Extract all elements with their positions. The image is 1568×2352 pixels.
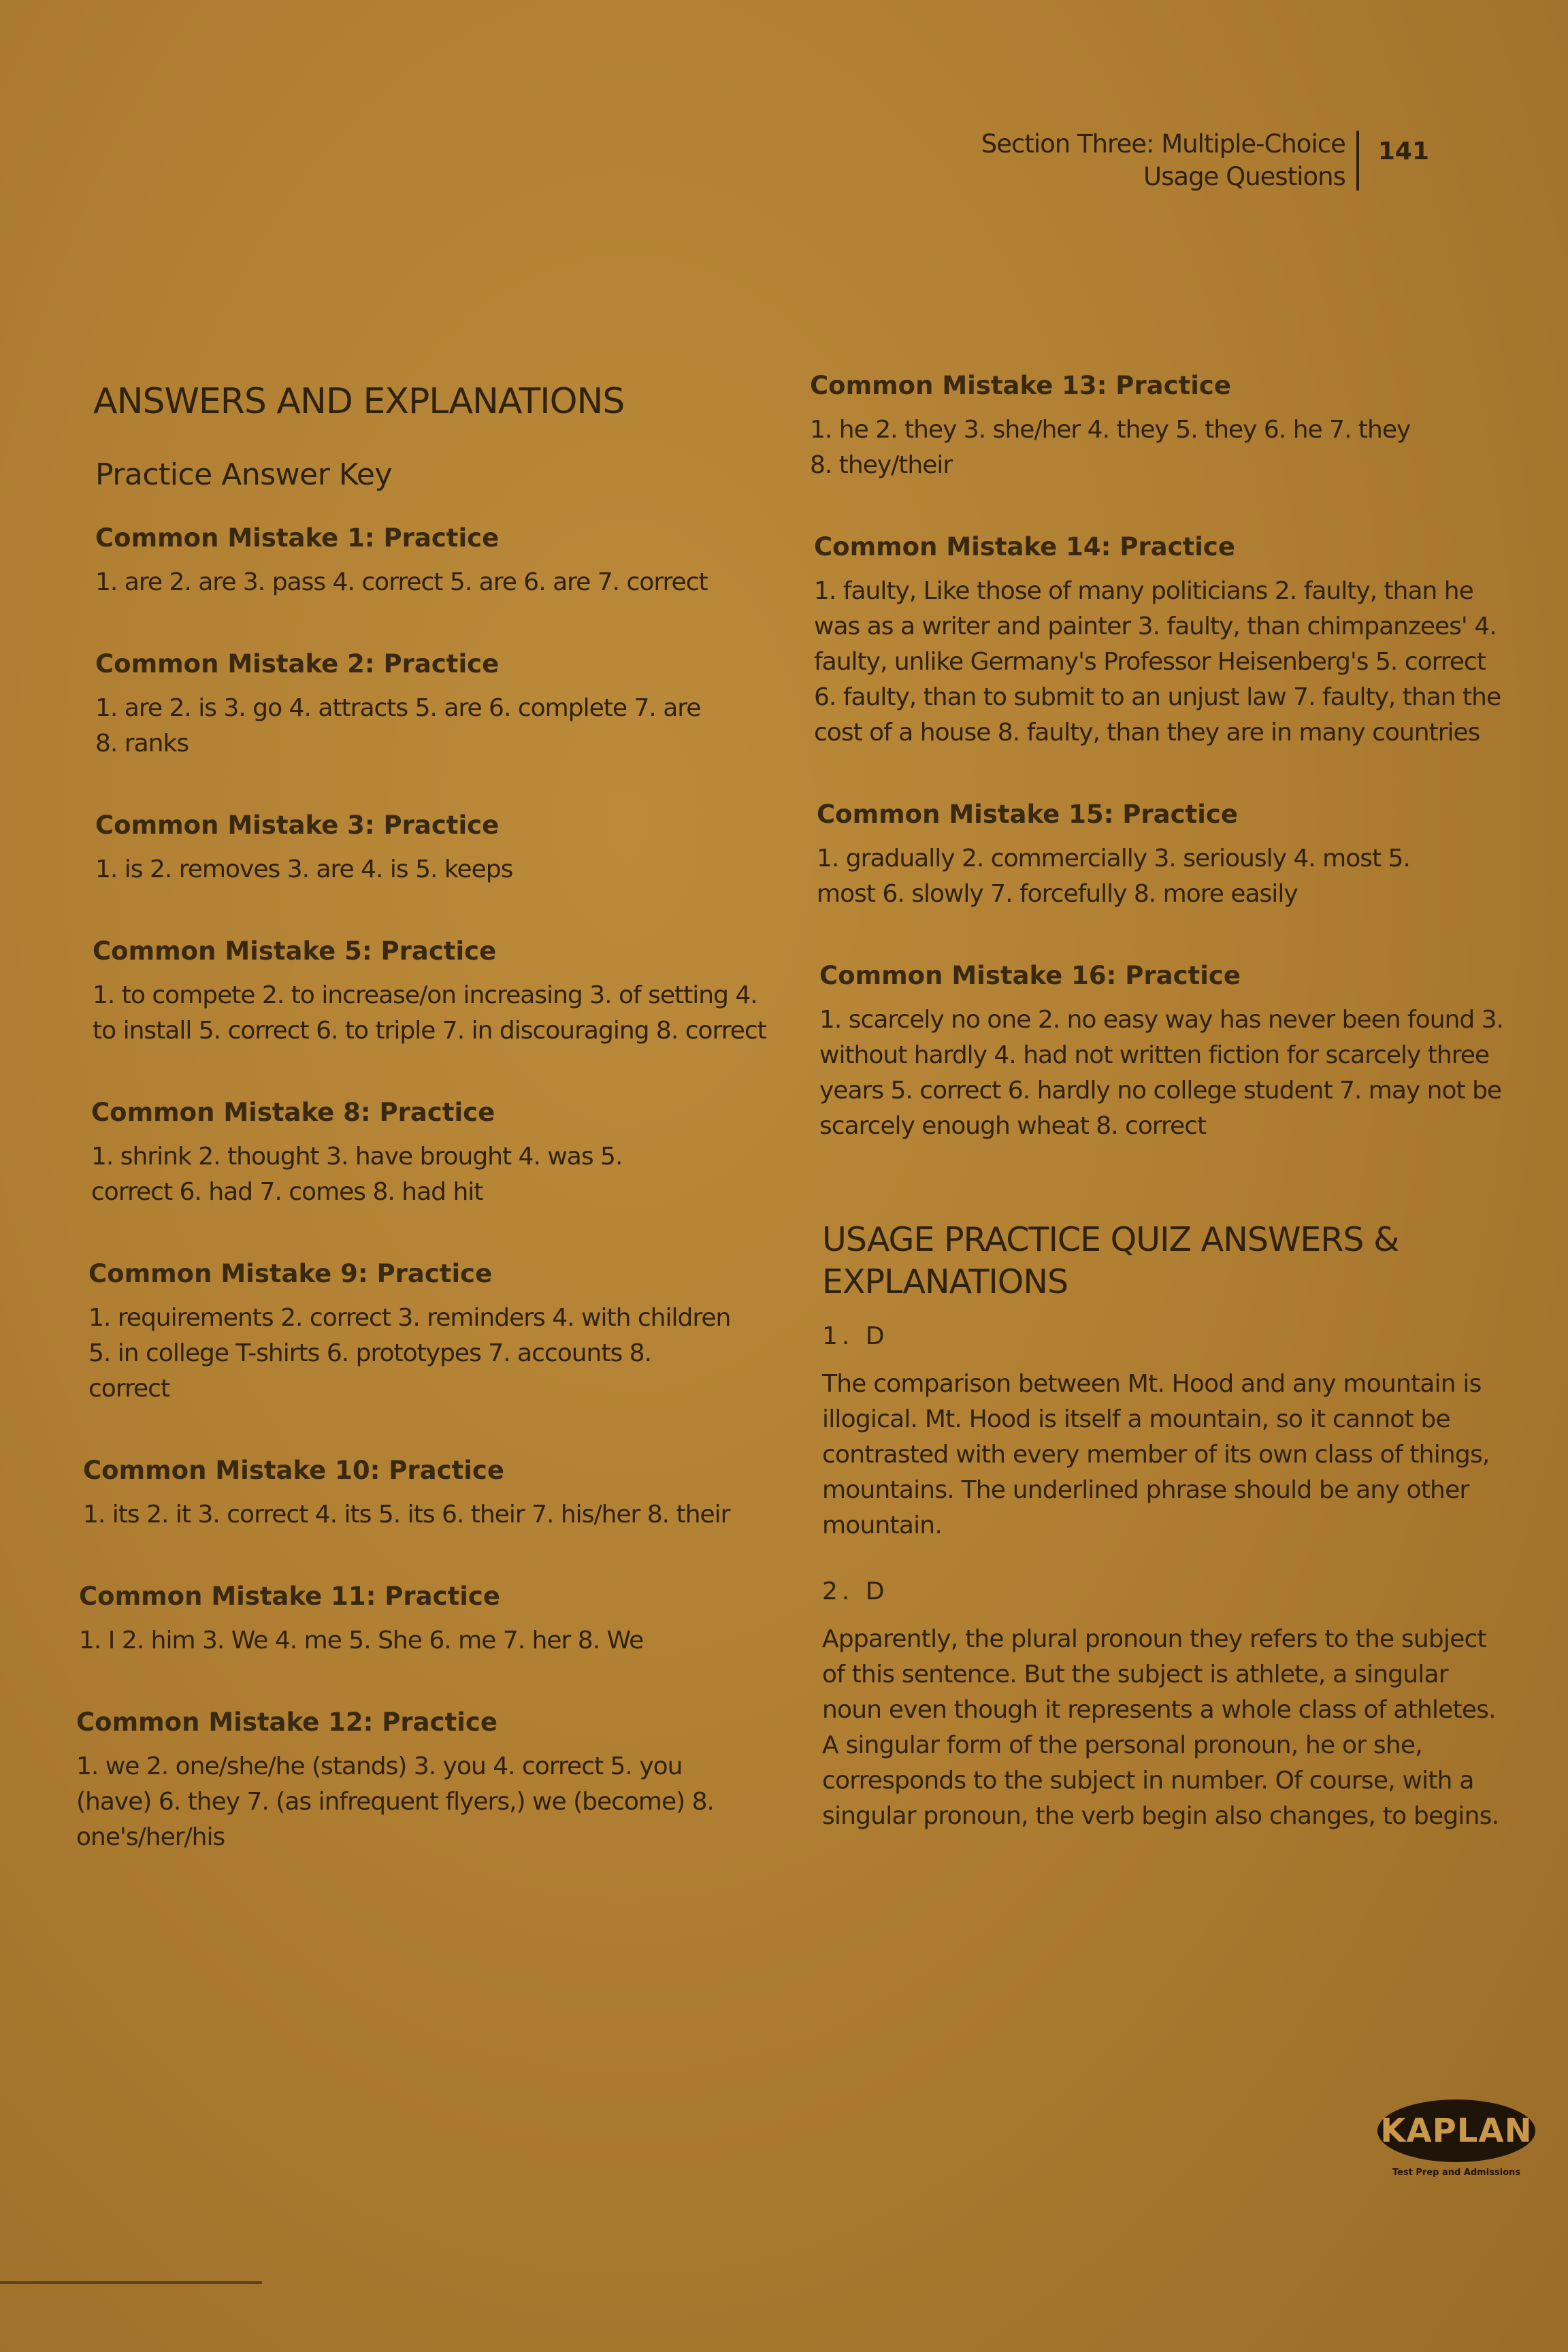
answer-section (95, 523, 757, 600)
bottom-rule (0, 2281, 262, 2284)
kaplan-logo-mark: KAPLAN (1377, 2100, 1535, 2162)
section-answers: 1. is 2. removes 3. are 4. is 5. keeps (95, 855, 513, 883)
section-answers: 1. are 2. is 3. go 4. attracts 5. are 6. complete 7. are 8. ranks (95, 694, 701, 757)
section-title: Common Mistake 13: Practice (810, 371, 1231, 400)
quiz-explanation: Apparently, the plural pronoun they refers to the subject of this sentence. But the subject is athlete, a singular noun even though it represents a whole class of athletes. A singular form of the personal pronoun, he or she, corresponds to the subject in number. Of course, with a singular pronoun, the verb begin also changes, to begins. (822, 1625, 1499, 1830)
section-title: Common Mistake 5: Practice (93, 936, 497, 966)
quiz-answer: D (865, 1322, 889, 1350)
page-title: ANSWERS AND EXPLANATIONS (93, 381, 625, 422)
answer-section (83, 1456, 764, 1533)
section-title: Common Mistake 3: Practice (95, 811, 500, 840)
kaplan-tagline: Test Prep and Admissions (1392, 2168, 1521, 2178)
answer-section (817, 800, 1524, 912)
section-answers: 1. its 2. it 3. correct 4. its 5. its 6. their 7. his/her 8. their (83, 1501, 730, 1529)
quiz-answer-1 (822, 1322, 1524, 1544)
kaplan-logo (1377, 2100, 1535, 2178)
answer-section (76, 1708, 723, 1855)
quiz-answer-label (822, 1578, 1524, 1605)
quiz-explanation: The comparison between Mt. Hood and any mountain is illogical. Mt. Hood is itself a mountain, so it cannot be contrasted with every member of its own class of things, mountains. The underlined phrase should be any other mountain. (822, 1370, 1490, 1539)
section-title: Common Mistake 9: Practice (88, 1259, 493, 1288)
section-answers: 1. shrink 2. thought 3. have brought 4. was 5. correct 6. had 7. comes 8. had hit (91, 1143, 623, 1206)
section-answers: 1. requirements 2. correct 3. reminders 4. with children 5. in college T-shirts 6. prototypes 7. accounts 8. correct (88, 1304, 731, 1403)
answer-section (93, 936, 773, 1049)
quiz-title: USAGE PRACTICE QUIZ ANSWERS & EXPLANATIONS (822, 1220, 1399, 1301)
section-title: Common Mistake 12: Practice (76, 1708, 497, 1737)
header-divider (1356, 131, 1359, 191)
answer-section (95, 649, 728, 762)
right-column (810, 371, 1524, 1868)
section-heading (981, 128, 1345, 193)
section-answers: 1. faulty, Like those of many politicians 2. faulty, than he was as a writer and painter 3. faulty, than chimpanzees' 4. faulty, unlike Germany's Professor Heisenberg's 5. correct 6. faulty, than to submit to an unjust law 7. faulty, than the cost of a house 8. faulty, than they are in many countries (814, 577, 1501, 747)
section-answers: 1. are 2. are 3. pass 4. correct 5. are 6. are 7. correct (95, 568, 708, 596)
quiz-number: 1. (822, 1322, 854, 1350)
section-line-2: Usage Questions (1143, 162, 1345, 191)
quiz-number: 2. (822, 1578, 854, 1605)
answer-section (79, 1582, 757, 1659)
section-title: Common Mistake 10: Practice (83, 1456, 504, 1485)
page-header (953, 128, 1429, 193)
section-answers: 1. I 2. him 3. We 4. me 5. She 6. me 7. her 8. We (79, 1627, 644, 1654)
section-answers: 1. to compete 2. to increase/on increasing 3. of setting 4. to install 5. correct 6. to triple 7. in discouraging 8. correct (93, 981, 766, 1045)
section-title: Common Mistake 11: Practice (79, 1582, 500, 1611)
section-answers: 1. gradually 2. commercially 3. seriously 4. most 5. most 6. slowly 7. forcefully 8. more easily (817, 845, 1410, 908)
section-title: Common Mistake 1: Practice (95, 523, 500, 553)
section-title: Common Mistake 16: Practice (819, 961, 1241, 990)
quiz-answer-label (822, 1322, 1524, 1350)
answer-section (95, 811, 757, 887)
section-title: Common Mistake 2: Practice (95, 649, 500, 679)
section-title: Common Mistake 8: Practice (91, 1098, 495, 1127)
left-column (76, 381, 766, 1904)
answer-section (814, 532, 1524, 751)
section-title: Common Mistake 15: Practice (817, 800, 1238, 829)
section-line-1: Section Three: Multiple-Choice (981, 129, 1345, 159)
section-title: Common Mistake 14: Practice (814, 532, 1235, 561)
answer-section (810, 371, 1524, 483)
answer-section (88, 1259, 735, 1407)
answer-section (91, 1098, 704, 1210)
quiz-answer-2 (822, 1578, 1524, 1834)
section-answers: 1. we 2. one/she/he (stands) 3. you 4. correct 5. you (have) 6. they 7. (as infrequent flyers,) we (become) 8. one's/her/his (76, 1752, 714, 1851)
section-answers: 1. he 2. they 3. she/her 4. they 5. they 6. he 7. they 8. they/their (810, 416, 1411, 479)
answer-key-title: Practice Answer Key (95, 457, 393, 492)
section-answers: 1. scarcely no one 2. no easy way has never been found 3. without hardly 4. had not written fiction for scarcely three years 5. correct 6. hardly no college student 7. may not be scarcely enough wheat 8. correct (819, 1006, 1503, 1140)
page-number: 141 (1377, 137, 1429, 165)
answer-section (819, 961, 1524, 1144)
quiz-answer: D (865, 1578, 889, 1605)
